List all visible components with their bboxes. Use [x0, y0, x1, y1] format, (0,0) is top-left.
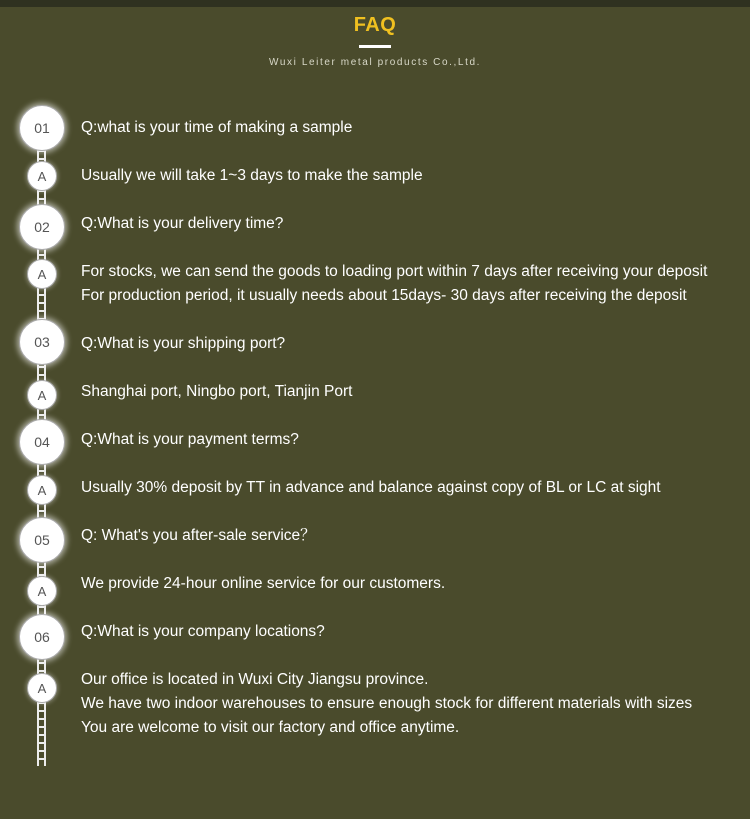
rail-rung [37, 310, 46, 312]
top-border [0, 0, 750, 7]
answer-line: For production period, it usually needs about 15days- 30 days after receiving the deposit [81, 287, 687, 304]
question-text-03: Q:What is your shipping port? [81, 335, 286, 352]
rail-rung [37, 158, 46, 160]
answer-marker-05: A [27, 576, 57, 606]
rail-rung [37, 606, 46, 608]
question-number-04: 04 [19, 419, 65, 465]
answer-line: Usually 30% deposit by TT in advance and balance against copy of BL or LC at sight [81, 479, 661, 496]
rail-rung [37, 414, 46, 416]
rail-rung [37, 742, 46, 744]
rail-rung [37, 198, 46, 200]
answer-line: You are welcome to visit our factory and office anytime. [81, 719, 460, 736]
rail-rung [37, 670, 46, 672]
question-number-03: 03 [19, 319, 65, 365]
answer-text-04 [81, 476, 746, 500]
question-number-05: 05 [19, 517, 65, 563]
rail-rung [37, 726, 46, 728]
answer-line: Usually we will take 1~3 days to make the sample [81, 167, 423, 184]
question-number-02: 02 [19, 204, 65, 250]
answer-marker-02: A [27, 259, 57, 289]
rail-rung [37, 734, 46, 736]
question-number-01: 01 [19, 105, 65, 151]
page-title: FAQ [353, 14, 397, 36]
rail-rung [37, 718, 46, 720]
rail-rung [37, 510, 46, 512]
answer-line: We have two indoor warehouses to ensure enough stock for different materials with sizes [81, 695, 693, 712]
title-underline [359, 45, 391, 48]
answer-line: We provide 24-hour online service for our customers. [81, 575, 446, 592]
answer-text-02 [81, 260, 746, 308]
question-text-02: Q:What is your delivery time? [81, 215, 284, 232]
answer-line: Our office is located in Wuxi City Jiangsu province. [81, 671, 429, 688]
rail-rung [37, 662, 46, 664]
answer-line: For stocks, we can send the goods to loading port within 7 days after receiving your deposit [81, 263, 708, 280]
rail-rung [37, 374, 46, 376]
question-text-04: Q:What is your payment terms? [81, 431, 299, 448]
answer-text-05 [81, 572, 746, 596]
answer-marker-01: A [27, 161, 57, 191]
rail-rung [37, 566, 46, 568]
company-subtitle: Wuxi Leiter metal products Co.,Ltd. [269, 57, 481, 68]
answer-line: Shanghai port, Ningbo port, Tianjin Port [81, 383, 353, 400]
question-text-06: Q:What is your company locations? [81, 623, 325, 640]
rail-rung [37, 470, 46, 472]
rail-rung [37, 302, 46, 304]
rail-rung [37, 294, 46, 296]
answer-marker-06: A [27, 673, 57, 703]
answer-text-01 [81, 164, 746, 188]
answer-marker-03: A [27, 380, 57, 410]
rail-rung [37, 750, 46, 752]
question-text-05: Q: What's you after-sale service？ [81, 527, 316, 544]
question-number-06: 06 [19, 614, 65, 660]
answer-text-06 [81, 668, 746, 740]
rail-rung [37, 366, 46, 368]
rail-rung [37, 758, 46, 760]
answer-marker-04: A [27, 475, 57, 505]
rail-rung [37, 254, 46, 256]
answer-text-03 [81, 380, 746, 404]
rail-rung [37, 710, 46, 712]
question-text-01: Q:what is your time of making a sample [81, 119, 353, 136]
